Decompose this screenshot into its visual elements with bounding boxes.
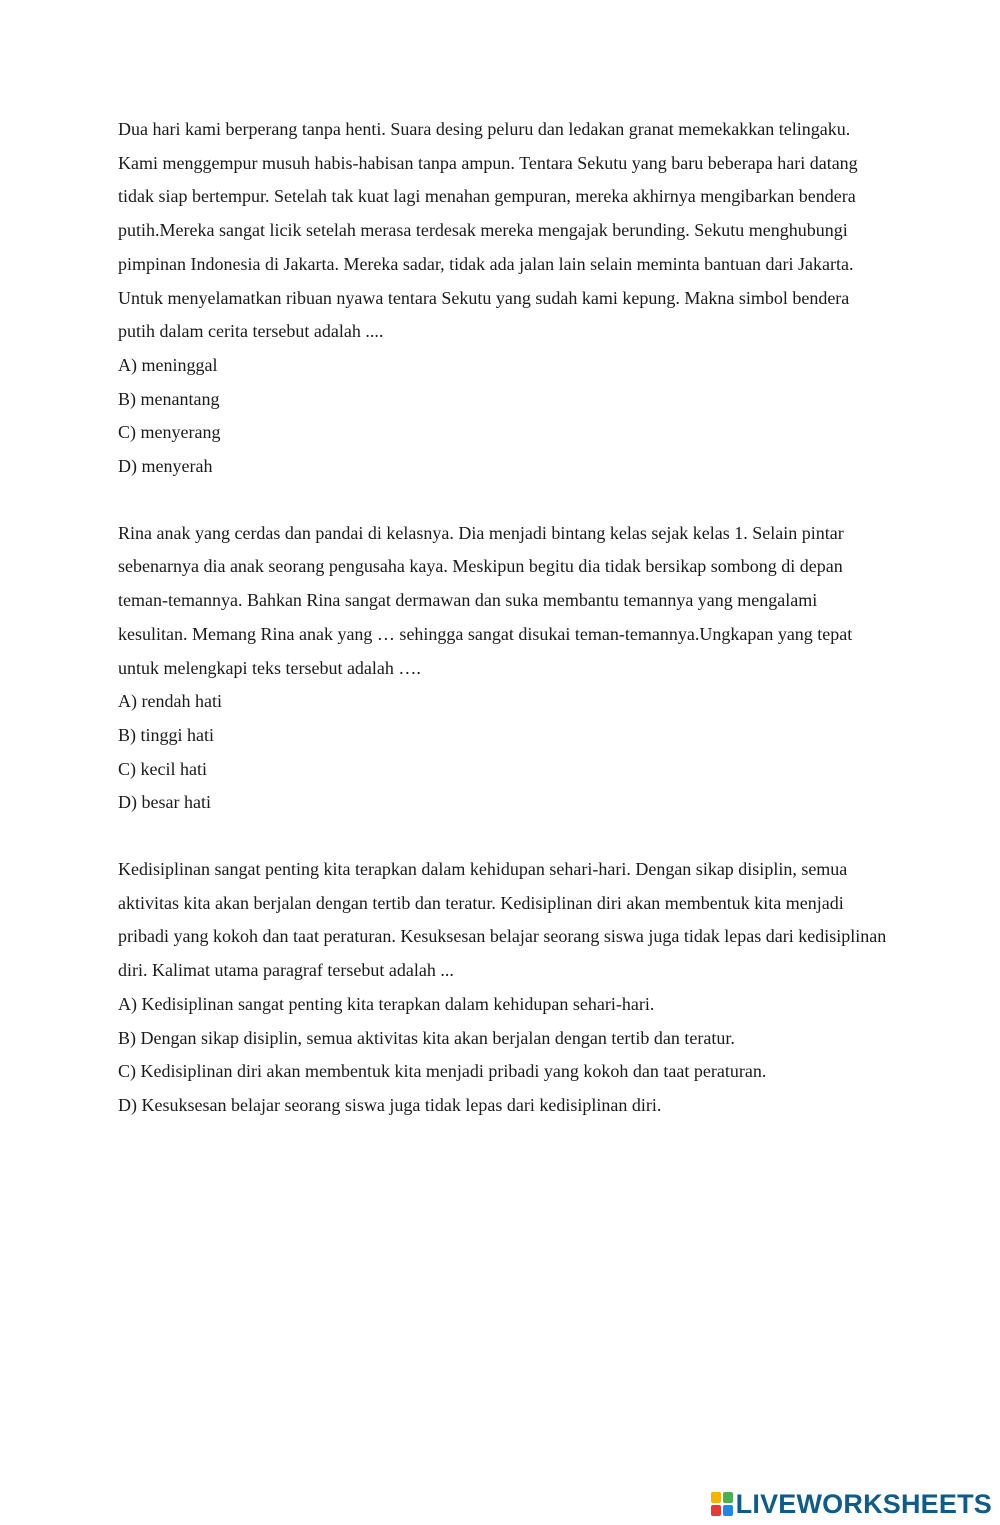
- logo-square-2: [723, 1492, 733, 1503]
- liveworksheets-wordmark: LIVEWORKSHEETS: [735, 1489, 992, 1519]
- question-2-option-a[interactable]: A) rendah hati: [118, 691, 222, 712]
- question-1-option-a[interactable]: A) meninggal: [118, 354, 218, 375]
- question-3-option-b[interactable]: B) Dengan sikap disiplin, semua aktivitas kita akan berjalan dengan tertib dan teratur.: [118, 1027, 735, 1048]
- question-1-option-c[interactable]: C) menyerang: [118, 422, 221, 443]
- question-1: [118, 113, 888, 484]
- question-2-option-d[interactable]: D) besar hati: [118, 792, 211, 813]
- question-3-option-c[interactable]: C) Kedisiplinan diri akan membentuk kita menjadi pribadi yang kokoh dan taat peraturan.: [118, 1061, 767, 1082]
- question-2-option-c[interactable]: C) kecil hati: [118, 758, 207, 779]
- question-3-option-d[interactable]: D) Kesuksesan belajar seorang siswa juga tidak lepas dari kedisiplinan diri.: [118, 1094, 662, 1115]
- logo-square-3: [711, 1505, 721, 1516]
- liveworksheets-logo-icon: [711, 1492, 733, 1516]
- question-list: [118, 113, 888, 1156]
- question-2-option-b[interactable]: B) tinggi hati: [118, 724, 214, 745]
- question-1-option-d[interactable]: D) menyerah: [118, 456, 213, 477]
- question-3-option-a[interactable]: A) Kedisiplinan sangat penting kita terapkan dalam kehidupan sehari-hari.: [118, 993, 655, 1014]
- logo-square-4: [723, 1505, 733, 1516]
- logo-square-1: [711, 1492, 721, 1503]
- liveworksheets-brand: [711, 1489, 992, 1519]
- question-3: [118, 853, 888, 1123]
- question-2: [118, 517, 888, 820]
- question-3-stem: Kedisiplinan sangat penting kita terapkan dalam kehidupan sehari-hari. Dengan sikap disiplin, semua aktivitas kita akan berjalan dengan tertib dan teratur. Kedisiplinan diri akan membentuk kita menjadi pribadi yang kokoh dan taat peraturan. Kesuksesan belajar seorang siswa juga tidak lepas dari kedisiplinan diri. Kalimat utama paragraf tersebut adalah ...: [118, 859, 887, 981]
- question-1-option-b[interactable]: B) menantang: [118, 388, 220, 409]
- question-1-stem: Dua hari kami berperang tanpa henti. Suara desing peluru dan ledakan granat memekakkan telingaku. Kami menggempur musuh habis-habisan tanpa ampun. Tentara Sekutu yang baru beberapa hari datang tidak siap bertempur. Setelah tak kuat lagi menahan gempuran, mereka akhirnya mengibarkan bendera putih.Mereka sangat licik setelah merasa terdesak mereka mengajak berunding. Sekutu menghubungi pimpinan Indonesia di Jakarta. Mereka sadar, tidak ada jalan lain selain meminta bantuan dari Jakarta. Untuk menyelamatkan ribuan nyawa tentara Sekutu yang sudah kami kepung. Makna simbol bendera putih dalam cerita tersebut adalah ....: [118, 119, 858, 342]
- question-2-stem: Rina anak yang cerdas dan pandai di kelasnya. Dia menjadi bintang kelas sejak kelas 1. Selain pintar sebenarnya dia anak seorang pengusaha kaya. Meskipun begitu dia tidak bersikap sombong di depan teman-temannya. Bahkan Rina sangat dermawan dan suka membantu temannya yang mengalami kesulitan. Memang Rina anak yang … sehingga sangat disukai teman-temannya.Ungkapan yang tepat untuk melengkapi teks tersebut adalah ….: [118, 522, 853, 678]
